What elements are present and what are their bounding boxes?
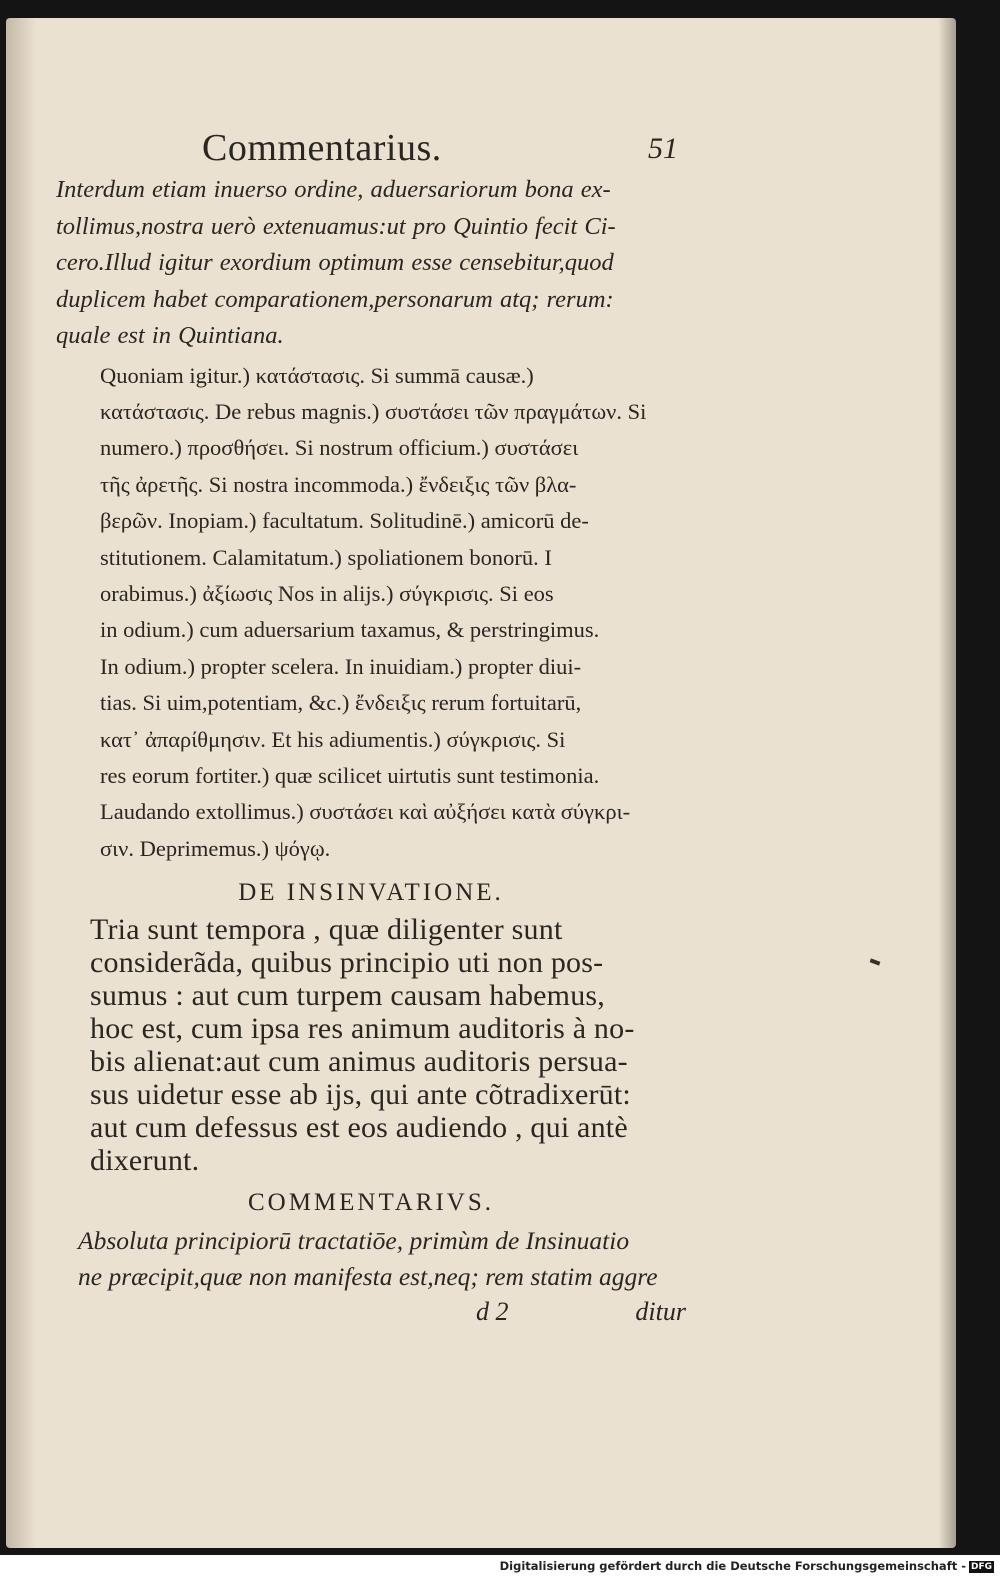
text-line: ne præcipit,quæ non manifesta est,neq; rem statim aggre bbox=[78, 1262, 658, 1292]
text-line: res eorum fortiter.) quæ scilicet uirtutis sunt testimonia. bbox=[100, 762, 600, 788]
text-line: κατ᾽ ἀπαρίθμησιν. Et his adiumentis.) σύγκρισις. Si bbox=[100, 726, 566, 752]
credit-text: Digitalisierung gefördert durch die Deutsche Forschungsgemeinschaft - bbox=[499, 1559, 966, 1573]
text-line: bis alienat:aut cum animus auditoris persua- bbox=[90, 1045, 628, 1079]
text-line: βερῶν. Inopiam.) facultatum. Solitudinē.) amicorū de- bbox=[100, 508, 589, 534]
annotations-paragraph bbox=[56, 358, 686, 868]
text-line: numero.) προσθήσει. Si nostrum officium.) συστάσει bbox=[100, 435, 579, 461]
opening-paragraph bbox=[56, 172, 686, 355]
page-header bbox=[56, 120, 686, 172]
page-number: 51 bbox=[648, 132, 678, 165]
text-line: In odium.) propter scelera. In inuidiam.) propter diui- bbox=[100, 653, 582, 679]
text-line: τῆς ἀρετῆς. Si nostra incommoda.) ἔνδειξις τῶν βλα- bbox=[100, 471, 577, 497]
text-line: Quoniam igitur.) κατάστασις. Si summā causæ.) bbox=[100, 362, 534, 388]
text-line: aut cum defessus est eos audiendo , qui antè bbox=[90, 1111, 628, 1145]
page-footer bbox=[56, 1297, 686, 1333]
text-line: duplicem habet comparationem,personarum atq; rerum: bbox=[56, 285, 614, 313]
text-line: Absoluta principiorū tractatiōe, primùm de Insinuatio bbox=[78, 1226, 630, 1256]
text-line: κατάστασις. De rebus magnis.) συστάσει τῶν πραγμάτων. Si bbox=[100, 398, 647, 424]
commentary-heading: COMMENTARIVS. bbox=[247, 1189, 495, 1217]
text-line: orabimus.) ἀξίωσις Nos in alijs.) σύγκρισις. Si eos bbox=[100, 580, 554, 606]
text-line: Tria sunt tempora , quæ diligenter sunt bbox=[90, 913, 563, 947]
text-line: σιν. Deprimemus.) ψόγῳ. bbox=[100, 835, 331, 861]
section-heading: DE INSINVATIONE. bbox=[238, 879, 504, 907]
text-line: stitutionem. Calamitatum.) spoliationem bonorū. I bbox=[100, 544, 552, 570]
text-line: quale est in Quintiana. bbox=[56, 322, 284, 349]
text-line: tias. Si uim,potentiam, &c.) ἔνδειξις rerum fortuitarū, bbox=[100, 690, 582, 716]
digitization-credit bbox=[500, 1559, 994, 1573]
text-line: considerãda, quibus principio uti non pos- bbox=[90, 946, 604, 980]
catchword: ditur bbox=[635, 1297, 686, 1327]
text-line: Laudando extollimus.) συστάσει καὶ αὐξήσει κατὰ σύγκρι- bbox=[100, 799, 631, 825]
text-line: sus uidetur esse ab ijs, qui ante cõtradixerūt: bbox=[90, 1078, 631, 1112]
text-line: in odium.) cum aduersarium taxamus, & perstringimus. bbox=[100, 617, 600, 643]
commentary-paragraph bbox=[56, 1223, 686, 1295]
page-gutter-shadow bbox=[6, 18, 36, 1548]
text-line: sumus : aut cum turpem causam habemus, bbox=[90, 979, 605, 1013]
text-line: cero.Illud igitur exordium optimum esse censebitur,quod bbox=[56, 249, 614, 276]
text-line: tollimus,nostra uerò extenuamus:ut pro Quintio fecit Ci- bbox=[56, 212, 616, 240]
text-line: Interdum etiam inuerso ordine, aduersariorum bona ex- bbox=[56, 176, 611, 203]
page-edge-shadow bbox=[938, 18, 956, 1548]
text-line: dixerunt. bbox=[90, 1144, 200, 1178]
main-text-paragraph bbox=[56, 913, 686, 1177]
running-title: Commentarius. bbox=[202, 127, 442, 169]
text-line: hoc est, cum ipsa res animum auditoris à no- bbox=[90, 1012, 635, 1046]
signature-mark: d 2 bbox=[476, 1297, 509, 1327]
page-text bbox=[56, 120, 686, 1333]
dfg-logo: DFG bbox=[970, 1562, 992, 1572]
